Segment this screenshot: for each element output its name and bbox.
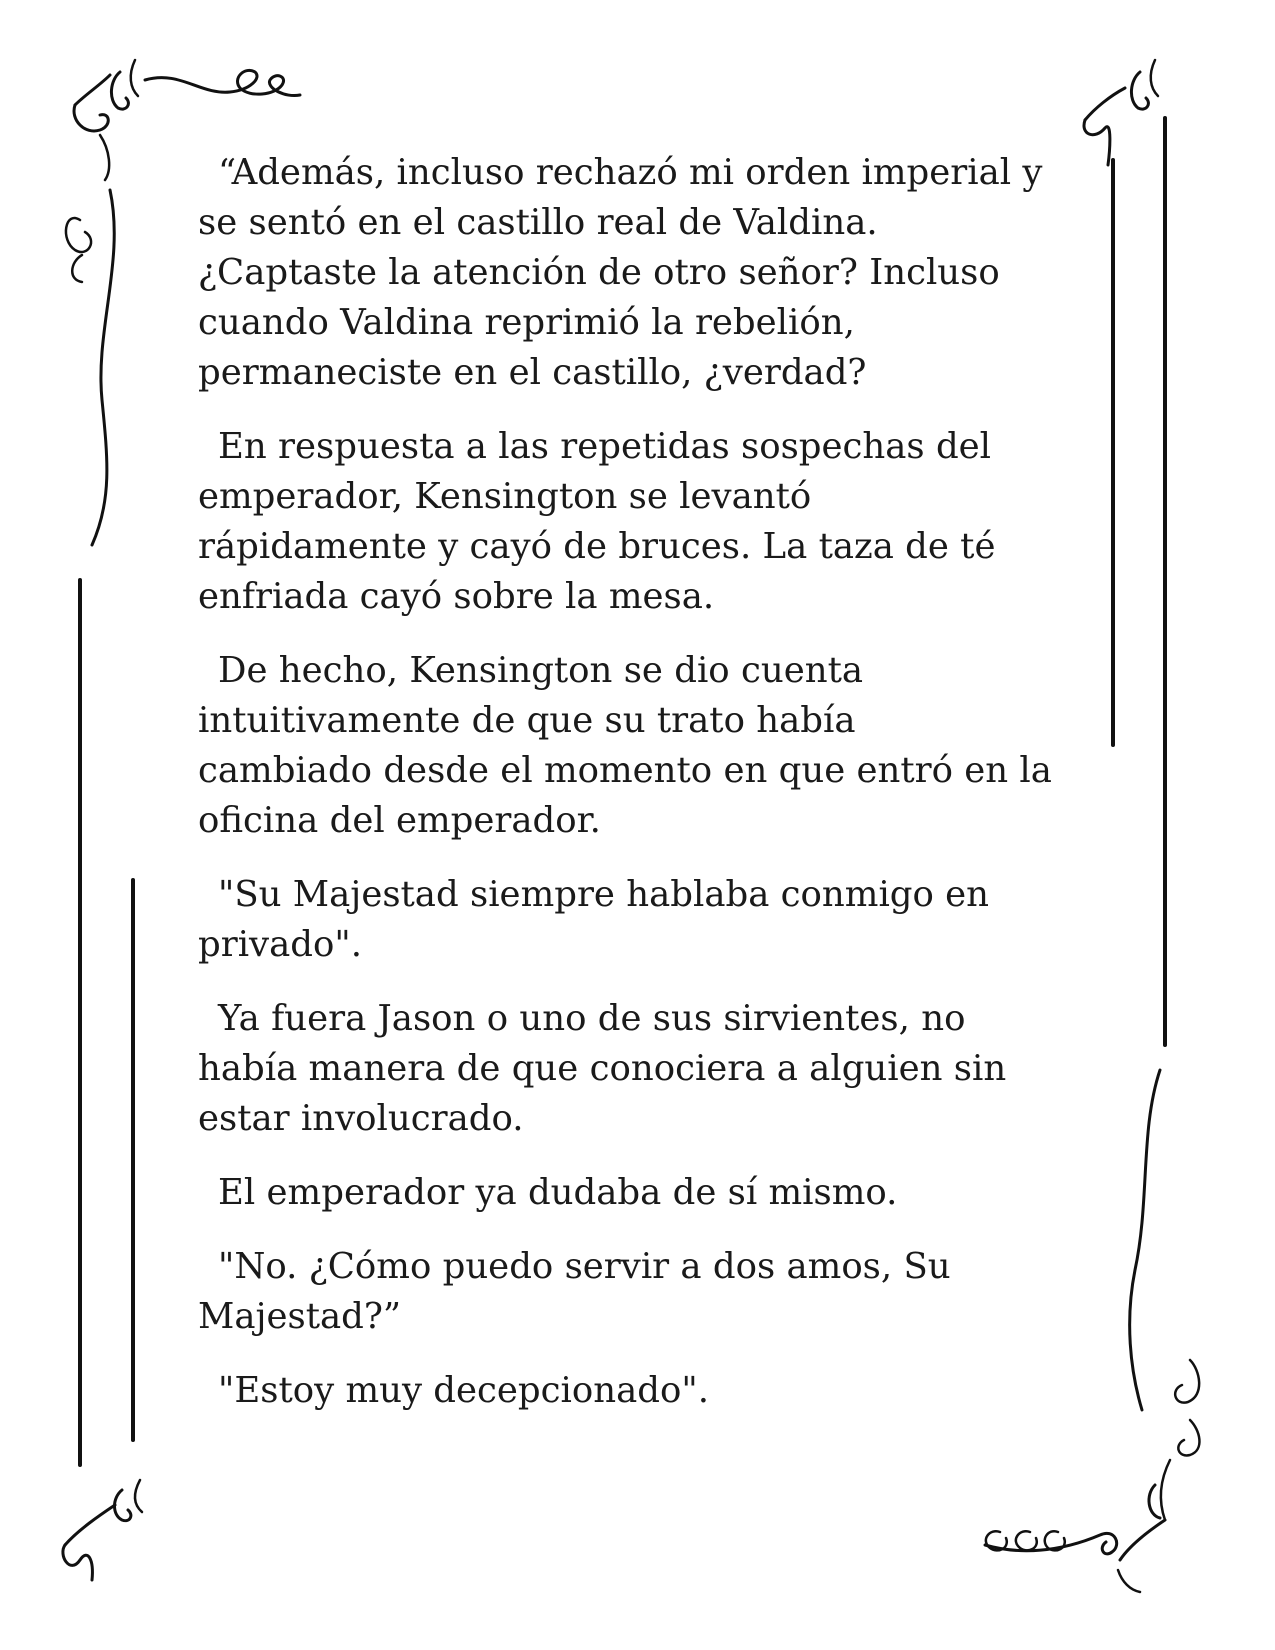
paragraph xyxy=(178,422,1088,622)
text-line: intuitivamente de que su trato había xyxy=(198,700,856,741)
paragraph xyxy=(178,870,1088,970)
text-line: emperador, Kensington se levantó xyxy=(198,476,812,517)
text-line: Ya fuera Jason o uno de sus sirvientes, no xyxy=(218,998,966,1039)
body-text xyxy=(178,148,1088,1440)
text-line: permaneciste en el castillo, ¿verdad? xyxy=(198,352,867,393)
text-line: En respuesta a las repetidas sospechas del xyxy=(218,426,992,467)
text-line: ¿Captaste la atención de otro señor? Incluso xyxy=(198,252,1000,293)
paragraph xyxy=(178,646,1088,846)
text-line: privado". xyxy=(198,924,362,965)
text-line: cuando Valdina reprimió la rebelión, xyxy=(198,302,855,343)
bottom-left-flourish-icon xyxy=(63,1480,142,1580)
text-line: "No. ¿Cómo puedo servir a dos amos, Su xyxy=(218,1246,951,1287)
text-line: había manera de que conociera a alguien sin xyxy=(198,1048,1007,1089)
text-line: enfriada cayó sobre la mesa. xyxy=(198,576,715,617)
paragraph xyxy=(178,994,1088,1144)
paragraph xyxy=(178,1242,1088,1342)
text-line: "Estoy muy decepcionado". xyxy=(218,1370,710,1411)
paragraph xyxy=(178,1366,1088,1416)
text-line: cambiado desde el momento en que entró en la xyxy=(198,750,1052,791)
text-line: rápidamente y cayó de bruces. La taza de té xyxy=(198,526,996,567)
text-line: Majestad?” xyxy=(198,1296,402,1337)
text-line: El emperador ya dudaba de sí mismo. xyxy=(218,1172,898,1213)
text-line: "Su Majestad siempre hablaba conmigo en xyxy=(218,874,990,915)
paragraph xyxy=(178,1168,1088,1218)
paragraph xyxy=(178,148,1088,398)
text-line: “Además, incluso rechazó mi orden imperial y xyxy=(218,152,1043,193)
text-line: De hecho, Kensington se dio cuenta xyxy=(218,650,863,691)
text-line: se sentó en el castillo real de Valdina. xyxy=(198,202,878,243)
text-line: oficina del emperador. xyxy=(198,800,601,841)
text-line: estar involucrado. xyxy=(198,1098,524,1139)
top-right-flourish-icon xyxy=(1084,60,1158,165)
